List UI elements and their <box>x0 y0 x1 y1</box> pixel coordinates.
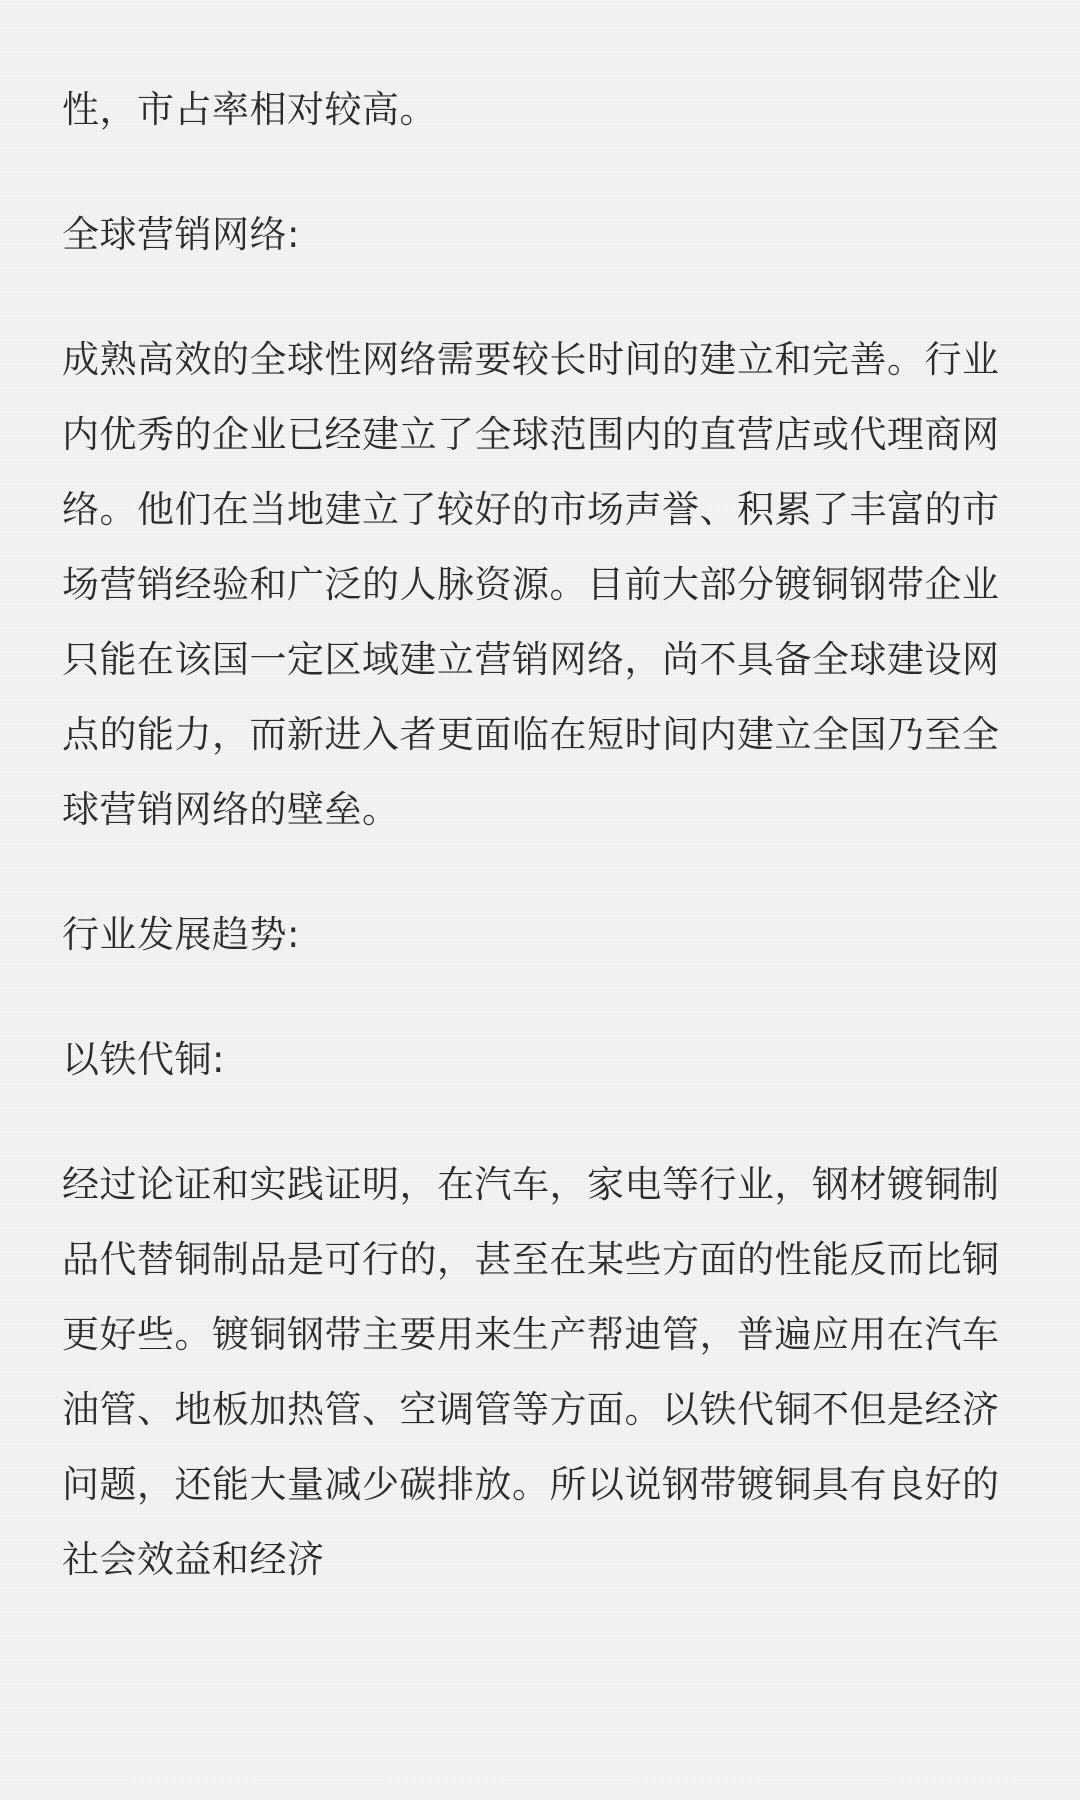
paragraph-gap <box>62 1097 1018 1147</box>
heading-global-marketing-network: 全球营销网络: <box>62 213 300 256</box>
paragraph-market-share: 性，市占率相对较高。 <box>62 88 437 131</box>
paragraph-iron-replacing-copper-body: 经过论证和实践证明，在汽车，家电等行业，钢材镀铜制品代替铜制品是可行的，甚至在某些方面的性能反而比铜更好些。镀铜钢带主要用来生产帮迪管，普遍应用在汽车油管、地板加热管、空调管等方面。以铁代铜不但是经济问题，还能大量减少碳排放。所以说钢带镀铜具有良好的社会效益和经济 <box>62 1163 1000 1581</box>
paragraph-gap <box>62 272 1018 322</box>
paragraph-gap <box>62 847 1018 897</box>
paragraph-gap <box>62 972 1018 1022</box>
paragraph-global-network-body: 成熟高效的全球性网络需要较长时间的建立和完善。行业内优秀的企业已经建立了全球范围内的直营店或代理商网络。他们在当地建立了较好的市场声誉、积累了丰富的市场营销经验和广泛的人脉资源。目前大部分镀铜钢带企业只能在该国一定区域建立营销网络，尚不具备全球建设网点的能力，而新进入者更面临在短时间内建立全国乃至全球营销网络的壁垒。 <box>62 338 1000 831</box>
heading-industry-trends: 行业发展趋势: <box>62 913 300 956</box>
paragraph-gap <box>62 147 1018 197</box>
heading-iron-replacing-copper: 以铁代铜: <box>62 1038 225 1081</box>
